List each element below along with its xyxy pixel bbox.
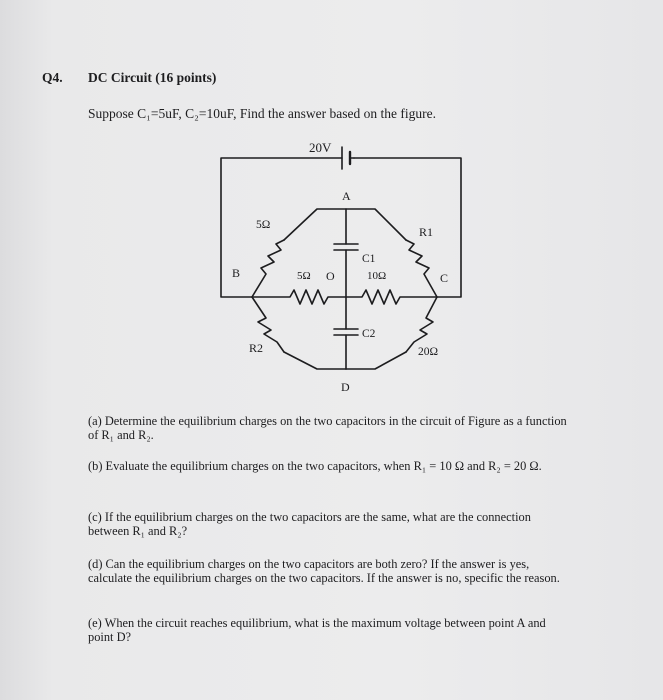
part-d-text: (d) Can the equilibrium charges on the two capacitors are both zero? If the answer is yes, calculate the equilibrium charges on the two capacitors. If the answer is no, specific the reason.: [88, 557, 560, 585]
wire-a-left: [284, 209, 346, 240]
resistor-top-left: [252, 240, 284, 297]
question-number: Q4.: [42, 70, 63, 85]
capacitor-c1-label: C1: [362, 253, 376, 265]
capacitor-c2-label: C2: [362, 328, 376, 340]
node-b-label: B: [232, 266, 241, 280]
node-d-label: D: [341, 380, 350, 394]
resistor-r2-label: R2: [249, 341, 264, 355]
part-a-text: (a) Determine the equilibrium charges on the two capacitors in the circuit of Figure as a function of R₁ and R₂.: [88, 414, 567, 442]
question-title: DC Circuit (16 points): [88, 70, 217, 85]
resistor-top-left-label: 5Ω: [256, 219, 271, 231]
node-o-label: O: [326, 269, 335, 283]
question-intro: Suppose C₁=5uF, C₂=10uF, Find the answer based on the figure.: [88, 106, 436, 121]
resistor-r1-label: R1: [419, 225, 434, 239]
node-a-label: A: [342, 189, 351, 203]
part-e-text: (e) When the circuit reaches equilibrium, what is the maximum voltage between point A and point D?: [88, 616, 546, 644]
node-c-label: C: [440, 271, 449, 285]
resistor-mid-right: [346, 290, 437, 304]
part-b-text: (b) Evaluate the equilibrium charges on the two capacitors, when R₁ = 10 Ω and R₂ = 20 Ω.: [88, 459, 542, 473]
wire-a-right: [346, 209, 406, 240]
resistor-mid-right-label: 10Ω: [367, 270, 387, 282]
battery-label: 20V: [309, 140, 332, 155]
resistor-mid-left: [252, 290, 346, 304]
resistor-mid-left-label: 5Ω: [297, 270, 311, 282]
part-c-text: (c) If the equilibrium charges on the two capacitors are the same, what are the connection between R₁ and R₂?: [88, 510, 531, 538]
resistor-bottom-right: [406, 297, 437, 352]
resistor-bottom-right-label: 20Ω: [418, 346, 439, 358]
resistor-r1: [406, 240, 437, 297]
